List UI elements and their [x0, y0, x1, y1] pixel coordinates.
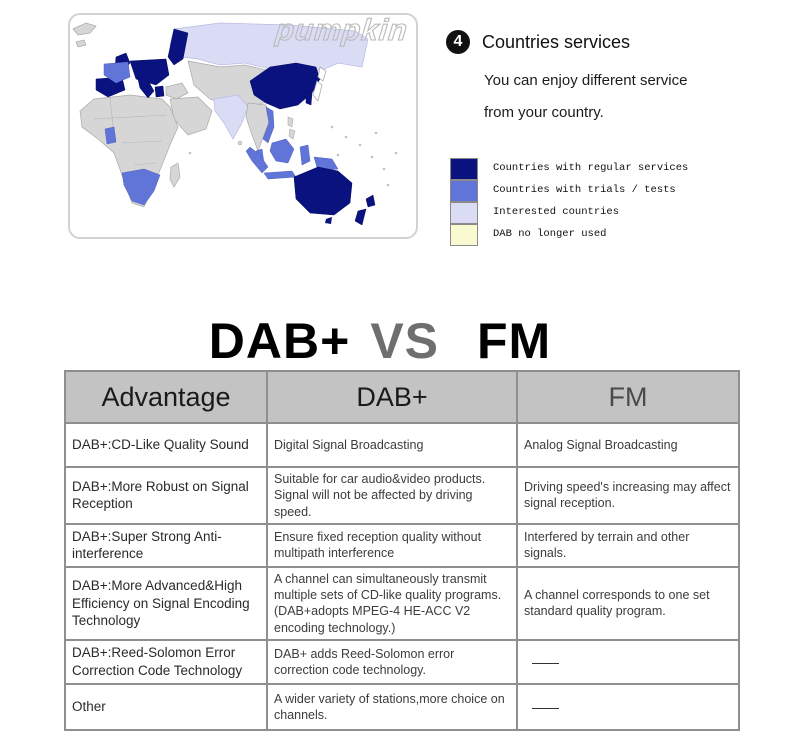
table-row — [65, 567, 739, 640]
section-description-line1: You can enjoy different service — [484, 72, 688, 89]
fm-cell: Interfered by terrain and other signals. — [517, 524, 739, 567]
advantage-cell: DAB+:Super Strong Anti-interference — [65, 524, 267, 567]
section-title: Countries services — [482, 31, 631, 52]
advantage-cell: DAB+:More Advanced&High Efficiency on Signal Encoding Technology — [65, 567, 267, 640]
advantage-cell: Other — [65, 684, 267, 730]
world-map — [70, 15, 416, 237]
title-vs: VS — [370, 313, 440, 369]
legend-item-regular — [450, 157, 688, 179]
legend-label: Countries with trials / tests — [493, 184, 676, 196]
legend-label: Countries with regular services — [493, 162, 689, 174]
fm-cell: —— — [517, 640, 739, 684]
step-heading — [446, 30, 630, 54]
table-row — [65, 467, 739, 524]
title-fm: FM — [477, 313, 552, 369]
header-dab: DAB+ — [267, 371, 517, 423]
legend-item-no-longer-used — [450, 223, 688, 245]
dab-coverage-map-panel — [68, 13, 418, 239]
fm-cell: —— — [517, 684, 739, 730]
header-fm: FM — [517, 371, 739, 423]
watermark-text: pumpkin — [274, 14, 410, 47]
legend-swatch-interested — [450, 202, 478, 224]
step-number: 4 — [453, 33, 463, 50]
dab-cell: A wider variety of stations,more choice on channels. — [267, 684, 517, 730]
legend-swatch-regular — [450, 158, 478, 180]
comparison-table — [64, 370, 740, 731]
fm-cell: A channel corresponds to one set standard quality program. — [517, 567, 739, 640]
legend-swatch-trials — [450, 180, 478, 202]
legend-swatch-no-longer-used — [450, 224, 478, 246]
dab-cell: DAB+ adds Reed-Solomon error correction code technology. — [267, 640, 517, 684]
table-row — [65, 640, 739, 684]
table-header-row — [65, 371, 739, 423]
table-row — [65, 524, 739, 567]
section-description-line2: from your country. — [484, 104, 604, 121]
dab-cell: Digital Signal Broadcasting — [267, 423, 517, 467]
map-legend — [450, 157, 688, 245]
header-advantage: Advantage — [65, 371, 267, 423]
table-row — [65, 423, 739, 467]
legend-item-trials — [450, 179, 688, 201]
advantage-cell: DAB+:CD-Like Quality Sound — [65, 423, 267, 467]
legend-item-interested — [450, 201, 688, 223]
advantage-cell: DAB+:More Robust on Signal Reception — [65, 467, 267, 524]
legend-label: Interested countries — [493, 206, 620, 218]
legend-label: DAB no longer used — [493, 228, 607, 240]
table-row — [65, 684, 739, 730]
fm-cell: Driving speed's increasing may affect signal reception. — [517, 467, 739, 524]
title-dab: DAB+ — [208, 313, 351, 369]
advantage-cell: DAB+:Reed-Solomon Error Correction Code Technology — [65, 640, 267, 684]
dab-cell: A channel can simultaneously transmit multiple sets of CD-like quality programs. (DAB+adopts MPEG-4 HE-ACC V2 encoding technology.) — [267, 567, 517, 640]
step-number-badge — [446, 30, 470, 54]
comparison-title — [0, 312, 760, 370]
dab-cell: Suitable for car audio&video products. Signal will not be affected by driving speed. — [267, 467, 517, 524]
dab-cell: Ensure fixed reception quality without multipath interference — [267, 524, 517, 567]
fm-cell: Analog Signal Broadcasting — [517, 423, 739, 467]
